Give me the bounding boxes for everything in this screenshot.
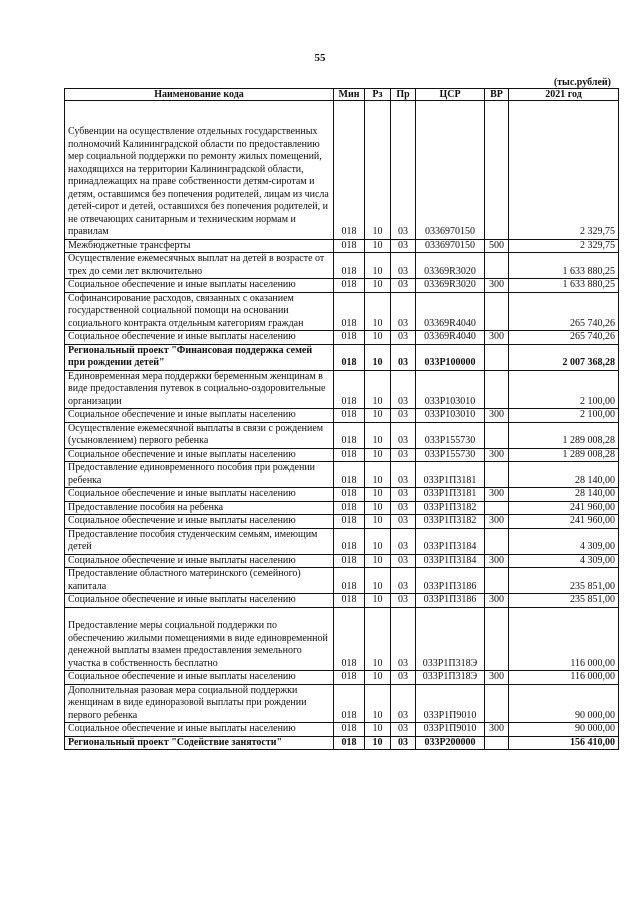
row-vr bbox=[485, 568, 509, 594]
row-name: Социальное обеспечение и иные выплаты населению bbox=[65, 723, 334, 737]
row-min: 018 bbox=[334, 594, 365, 608]
row-csr: 03369R3020 bbox=[416, 253, 485, 279]
row-name: Социальное обеспечение и иные выплаты населению bbox=[65, 331, 334, 345]
row-amount: 116 000,00 bbox=[509, 607, 619, 671]
row-csr: 033P155730 bbox=[416, 422, 485, 448]
row-name: Предоставление областного материнского (семейного) капитала bbox=[65, 568, 334, 594]
row-min: 018 bbox=[334, 370, 365, 409]
row-rz: 10 bbox=[365, 344, 391, 370]
row-amount: 235 851,00 bbox=[509, 568, 619, 594]
row-vr bbox=[485, 292, 509, 331]
row-vr bbox=[485, 528, 509, 554]
table-row bbox=[65, 101, 619, 240]
table-row bbox=[65, 448, 619, 462]
row-vr: 300 bbox=[485, 279, 509, 293]
row-pr: 03 bbox=[391, 239, 416, 253]
row-vr: 300 bbox=[485, 554, 509, 568]
row-pr: 03 bbox=[391, 101, 416, 240]
row-csr: 033P1П3186 bbox=[416, 568, 485, 594]
row-rz: 10 bbox=[365, 462, 391, 488]
table-row bbox=[65, 684, 619, 723]
row-amount: 156 410,00 bbox=[509, 736, 619, 750]
row-pr: 03 bbox=[391, 279, 416, 293]
table-row bbox=[65, 736, 619, 750]
table-row bbox=[65, 515, 619, 529]
row-min: 018 bbox=[334, 239, 365, 253]
row-name: Социальное обеспечение и иные выплаты населению bbox=[65, 554, 334, 568]
table-row bbox=[65, 344, 619, 370]
row-min: 018 bbox=[334, 344, 365, 370]
row-vr: 300 bbox=[485, 723, 509, 737]
row-min: 018 bbox=[334, 723, 365, 737]
row-pr: 03 bbox=[391, 568, 416, 594]
row-rz: 10 bbox=[365, 568, 391, 594]
row-vr bbox=[485, 101, 509, 240]
row-amount: 235 851,00 bbox=[509, 594, 619, 608]
row-csr: 03369R3020 bbox=[416, 279, 485, 293]
row-vr bbox=[485, 684, 509, 723]
row-min: 018 bbox=[334, 409, 365, 423]
table-row bbox=[65, 279, 619, 293]
row-rz: 10 bbox=[365, 253, 391, 279]
row-csr: 0336970150 bbox=[416, 239, 485, 253]
row-pr: 03 bbox=[391, 448, 416, 462]
row-name: Субвенции на осуществление отдельных государственных полномочий Калининградской области по предоставлению мер социальной поддержки по ремонту жилых помещений, находящихся на территории Калининградской области, принадлежащих на праве собственности детям-сиротам и детям, оставшимся без попечения родителей, лицам из числа детей-сирот и детей, оставшихся без попечения родителей, и не отвечающих санитарным и техническим нормам и правилам bbox=[65, 101, 334, 240]
row-amount: 90 000,00 bbox=[509, 684, 619, 723]
row-rz: 10 bbox=[365, 528, 391, 554]
row-csr: 033P1П9010 bbox=[416, 684, 485, 723]
row-vr: 300 bbox=[485, 448, 509, 462]
row-pr: 03 bbox=[391, 409, 416, 423]
row-rz: 10 bbox=[365, 239, 391, 253]
row-amount: 4 309,00 bbox=[509, 528, 619, 554]
row-csr: 0336970150 bbox=[416, 101, 485, 240]
row-amount: 1 633 880,25 bbox=[509, 253, 619, 279]
row-pr: 03 bbox=[391, 331, 416, 345]
row-vr: 300 bbox=[485, 594, 509, 608]
row-min: 018 bbox=[334, 488, 365, 502]
row-amount: 241 960,00 bbox=[509, 515, 619, 529]
row-min: 018 bbox=[334, 253, 365, 279]
table-row bbox=[65, 409, 619, 423]
row-rz: 10 bbox=[365, 736, 391, 750]
header-rz: Рз bbox=[365, 89, 391, 101]
row-min: 018 bbox=[334, 331, 365, 345]
row-amount: 2 329,75 bbox=[509, 101, 619, 240]
header-vr: ВР bbox=[485, 89, 509, 101]
row-pr: 03 bbox=[391, 501, 416, 515]
row-vr bbox=[485, 370, 509, 409]
table-row bbox=[65, 568, 619, 594]
table-row bbox=[65, 370, 619, 409]
row-rz: 10 bbox=[365, 723, 391, 737]
row-pr: 03 bbox=[391, 344, 416, 370]
row-min: 018 bbox=[334, 279, 365, 293]
row-name: Межбюджетные трансферты bbox=[65, 239, 334, 253]
row-name: Социальное обеспечение и иные выплаты населению bbox=[65, 594, 334, 608]
row-name: Предоставление меры социальной поддержки по обеспечению жилыми помещениями в виде единовременной денежной выплаты взамен предоставления земельного участка в собственность бесплатно bbox=[65, 607, 334, 671]
row-vr: 300 bbox=[485, 331, 509, 345]
row-amount: 241 960,00 bbox=[509, 501, 619, 515]
row-rz: 10 bbox=[365, 370, 391, 409]
header-amount: 2021 год bbox=[509, 89, 619, 101]
row-pr: 03 bbox=[391, 528, 416, 554]
row-min: 018 bbox=[334, 568, 365, 594]
row-csr: 03369R4040 bbox=[416, 292, 485, 331]
row-csr: 033P1П3186 bbox=[416, 594, 485, 608]
row-csr: 033P1П3181 bbox=[416, 488, 485, 502]
table-row bbox=[65, 594, 619, 608]
row-csr: 033P200000 bbox=[416, 736, 485, 750]
row-pr: 03 bbox=[391, 253, 416, 279]
row-rz: 10 bbox=[365, 488, 391, 502]
row-rz: 10 bbox=[365, 409, 391, 423]
row-rz: 10 bbox=[365, 279, 391, 293]
row-rz: 10 bbox=[365, 515, 391, 529]
page-number: 55 bbox=[314, 52, 326, 64]
row-csr: 033P1П3182 bbox=[416, 515, 485, 529]
row-name: Осуществление ежемесячной выплаты в связи с рождением (усыновлением) первого ребенка bbox=[65, 422, 334, 448]
row-min: 018 bbox=[334, 528, 365, 554]
table-row bbox=[65, 422, 619, 448]
row-amount: 28 140,00 bbox=[509, 488, 619, 502]
row-csr: 033P1П3184 bbox=[416, 554, 485, 568]
row-min: 018 bbox=[334, 292, 365, 331]
row-name: Дополнительная разовая мера социальной поддержки женщинам в виде единоразовой выплаты при рождении первого ребенка bbox=[65, 684, 334, 723]
row-rz: 10 bbox=[365, 422, 391, 448]
row-csr: 033P103010 bbox=[416, 370, 485, 409]
table-row bbox=[65, 462, 619, 488]
table-header-row bbox=[65, 89, 619, 101]
row-csr: 033P1П3184 bbox=[416, 528, 485, 554]
row-min: 018 bbox=[334, 101, 365, 240]
table-row bbox=[65, 723, 619, 737]
row-amount: 2 100,00 bbox=[509, 370, 619, 409]
row-csr: 033P103010 bbox=[416, 409, 485, 423]
table-row bbox=[65, 554, 619, 568]
row-rz: 10 bbox=[365, 607, 391, 671]
row-amount: 4 309,00 bbox=[509, 554, 619, 568]
row-pr: 03 bbox=[391, 370, 416, 409]
row-vr bbox=[485, 422, 509, 448]
row-csr: 033P1П3181 bbox=[416, 462, 485, 488]
row-amount: 2 329,75 bbox=[509, 239, 619, 253]
table-row bbox=[65, 239, 619, 253]
row-pr: 03 bbox=[391, 515, 416, 529]
row-rz: 10 bbox=[365, 594, 391, 608]
row-vr bbox=[485, 607, 509, 671]
row-csr: 033P100000 bbox=[416, 344, 485, 370]
row-vr: 300 bbox=[485, 671, 509, 685]
row-name: Социальное обеспечение и иные выплаты населению bbox=[65, 279, 334, 293]
row-csr: 033P1П3182 bbox=[416, 501, 485, 515]
units-label: (тыс.рублей) bbox=[553, 77, 611, 88]
table-row bbox=[65, 331, 619, 345]
row-name: Социальное обеспечение и иные выплаты населению bbox=[65, 515, 334, 529]
row-name: Социальное обеспечение и иные выплаты населению bbox=[65, 488, 334, 502]
table-row bbox=[65, 292, 619, 331]
row-min: 018 bbox=[334, 448, 365, 462]
row-pr: 03 bbox=[391, 488, 416, 502]
header-pr: Пр bbox=[391, 89, 416, 101]
row-name: Социальное обеспечение и иные выплаты населению bbox=[65, 409, 334, 423]
row-amount: 2 007 368,28 bbox=[509, 344, 619, 370]
row-pr: 03 bbox=[391, 671, 416, 685]
row-min: 018 bbox=[334, 684, 365, 723]
table-row bbox=[65, 501, 619, 515]
row-vr: 300 bbox=[485, 515, 509, 529]
table-row bbox=[65, 253, 619, 279]
row-csr: 03369R4040 bbox=[416, 331, 485, 345]
row-pr: 03 bbox=[391, 736, 416, 750]
row-rz: 10 bbox=[365, 292, 391, 331]
row-min: 018 bbox=[334, 607, 365, 671]
row-min: 018 bbox=[334, 736, 365, 750]
row-vr bbox=[485, 501, 509, 515]
row-amount: 265 740,26 bbox=[509, 331, 619, 345]
row-csr: 033P1П9010 bbox=[416, 723, 485, 737]
row-name: Предоставление пособия на ребенка bbox=[65, 501, 334, 515]
row-name: Единовременная мера поддержки беременным женщинам в виде предоставления путевок в социально-оздоровительные организации bbox=[65, 370, 334, 409]
row-pr: 03 bbox=[391, 422, 416, 448]
row-min: 018 bbox=[334, 671, 365, 685]
row-rz: 10 bbox=[365, 684, 391, 723]
row-pr: 03 bbox=[391, 723, 416, 737]
row-vr: 300 bbox=[485, 488, 509, 502]
row-min: 018 bbox=[334, 501, 365, 515]
row-min: 018 bbox=[334, 422, 365, 448]
row-name: Социальное обеспечение и иные выплаты населению bbox=[65, 448, 334, 462]
header-min: Мин bbox=[334, 89, 365, 101]
row-name: Региональный проект "Финансовая поддержка семей при рождении детей" bbox=[65, 344, 334, 370]
row-csr: 033P155730 bbox=[416, 448, 485, 462]
table-row bbox=[65, 528, 619, 554]
row-min: 018 bbox=[334, 515, 365, 529]
row-csr: 033P1П318Э bbox=[416, 607, 485, 671]
row-amount: 90 000,00 bbox=[509, 723, 619, 737]
header-name: Наименование кода bbox=[65, 89, 334, 101]
row-amount: 116 000,00 bbox=[509, 671, 619, 685]
row-rz: 10 bbox=[365, 554, 391, 568]
row-pr: 03 bbox=[391, 554, 416, 568]
header-csr: ЦСР bbox=[416, 89, 485, 101]
row-vr: 300 bbox=[485, 409, 509, 423]
row-name: Социальное обеспечение и иные выплаты населению bbox=[65, 671, 334, 685]
row-name: Региональный проект "Содействие занятости" bbox=[65, 736, 334, 750]
row-amount: 1 633 880,25 bbox=[509, 279, 619, 293]
row-min: 018 bbox=[334, 554, 365, 568]
row-rz: 10 bbox=[365, 101, 391, 240]
row-vr bbox=[485, 344, 509, 370]
row-name: Предоставление единовременного пособия при рождении ребенка bbox=[65, 462, 334, 488]
table-row bbox=[65, 671, 619, 685]
row-pr: 03 bbox=[391, 607, 416, 671]
row-vr bbox=[485, 736, 509, 750]
table-body bbox=[65, 101, 619, 750]
row-amount: 28 140,00 bbox=[509, 462, 619, 488]
row-amount: 265 740,26 bbox=[509, 292, 619, 331]
row-rz: 10 bbox=[365, 501, 391, 515]
row-pr: 03 bbox=[391, 462, 416, 488]
row-rz: 10 bbox=[365, 331, 391, 345]
row-rz: 10 bbox=[365, 448, 391, 462]
row-name: Осуществление ежемесячных выплат на детей в возрасте от трех до семи лет включительно bbox=[65, 253, 334, 279]
row-pr: 03 bbox=[391, 684, 416, 723]
row-csr: 033P1П318Э bbox=[416, 671, 485, 685]
table-row bbox=[65, 607, 619, 671]
row-vr bbox=[485, 462, 509, 488]
table-row bbox=[65, 488, 619, 502]
row-rz: 10 bbox=[365, 671, 391, 685]
row-amount: 1 289 008,28 bbox=[509, 448, 619, 462]
row-amount: 1 289 008,28 bbox=[509, 422, 619, 448]
row-pr: 03 bbox=[391, 594, 416, 608]
row-name: Предоставление пособия студенческим семьям, имеющим детей bbox=[65, 528, 334, 554]
budget-table bbox=[64, 88, 619, 750]
row-amount: 2 100,00 bbox=[509, 409, 619, 423]
row-name: Софинансирование расходов, связанных с оказанием государственной социальной помощи на основании социального контракта отдельным категориям граждан bbox=[65, 292, 334, 331]
row-pr: 03 bbox=[391, 292, 416, 331]
row-vr: 500 bbox=[485, 239, 509, 253]
row-vr bbox=[485, 253, 509, 279]
row-min: 018 bbox=[334, 462, 365, 488]
